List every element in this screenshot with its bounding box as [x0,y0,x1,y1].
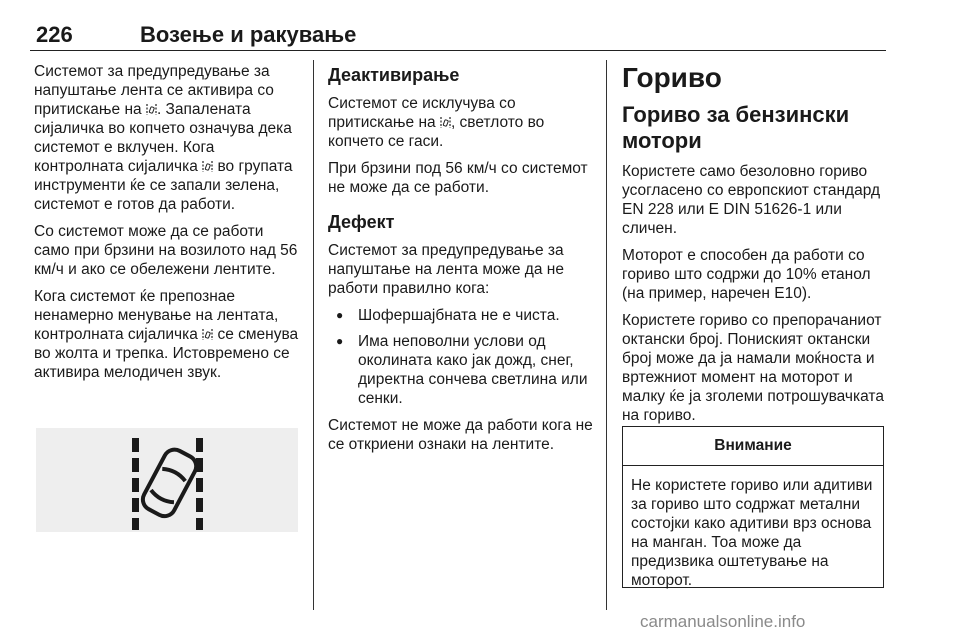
list-item: ● Има неповолни услови од околината како јак дожд, снег, директна сончева светлина или сенки. [328,332,600,408]
heading-petrol-fuel: Гориво за бензински мотори [622,102,850,153]
paragraph: Кога системот ќе препознае ненамерно менување на лентата, контролната сијаличка се сменува во жолта и трепка. Истовремено се активира мелодичен звук. [34,288,299,381]
heading-fault: Дефект [328,212,395,232]
bullet-list [328,306,600,408]
column-2 [328,62,600,462]
lane-departure-icon [440,116,451,129]
heading-deactivate: Деактивирање [328,65,460,85]
paragraph: Со системот може да се работи само при брзини на возилото над 56 км/ч и ако се обележени лентите. [34,223,298,278]
paragraph: Системот се исклучува со притискање на , светлото во копчето се гаси. [328,95,545,150]
lane-departure-icon [202,328,213,341]
paragraph: Користете само безоловно гориво усогласено со европскиот стандард EN 228 или E DIN 51626-1 или сличен. [622,163,880,237]
lane-departure-icon [36,428,298,532]
page-header [30,18,886,51]
column-divider [313,60,314,610]
paragraph: Системот за предупредување за напуштање на лента може да не работи правилно кога: [328,242,564,297]
caution-title: Внимание [623,427,883,466]
column-divider [606,60,607,610]
page-number: 226 [36,22,73,47]
section-title: Возење и ракување [140,22,357,47]
lane-departure-icon [146,103,157,116]
lane-departure-icon [202,160,213,173]
paragraph: Системот за предупредување за напуштање лента се активира со притискање на . Запалената сијаличка во копчето означува дека системот е вклучен. Кога контролната сијаличка во групата инструменти ќе се запали зелена, системот е готов да работи. [34,63,293,213]
watermark: carmanualsonline.info [640,612,806,631]
column-3 [622,62,888,433]
paragraph: При брзини под 56 км/ч со системот не може да се работи. [328,160,588,196]
lane-departure-illustration [36,428,298,532]
heading-fuel: Гориво [622,62,722,93]
paragraph: Користете гориво со препорачаниот октански број. Пониският октански број може да ја намали моќноста и вртежниот момент на моторот и малку ќе ја зголеми потрошувачката на гориво. [622,312,884,424]
list-item: ● Шофершајбната не е чиста. [328,306,600,325]
column-1 [34,62,302,390]
caution-body: Не користете гориво или адитиви за гориво што содржат метални состојки како адитиви врз основа на манган. Тоа може да предизвика оштетување на моторот. [631,477,873,589]
paragraph: Системот не може да работи кога не се откриени ознаки на лентите. [328,417,593,453]
caution-box [622,426,884,588]
paragraph: Моторот е способен да работи со гориво што содржи до 10% етанол (на пример, наречен E10). [622,247,871,302]
